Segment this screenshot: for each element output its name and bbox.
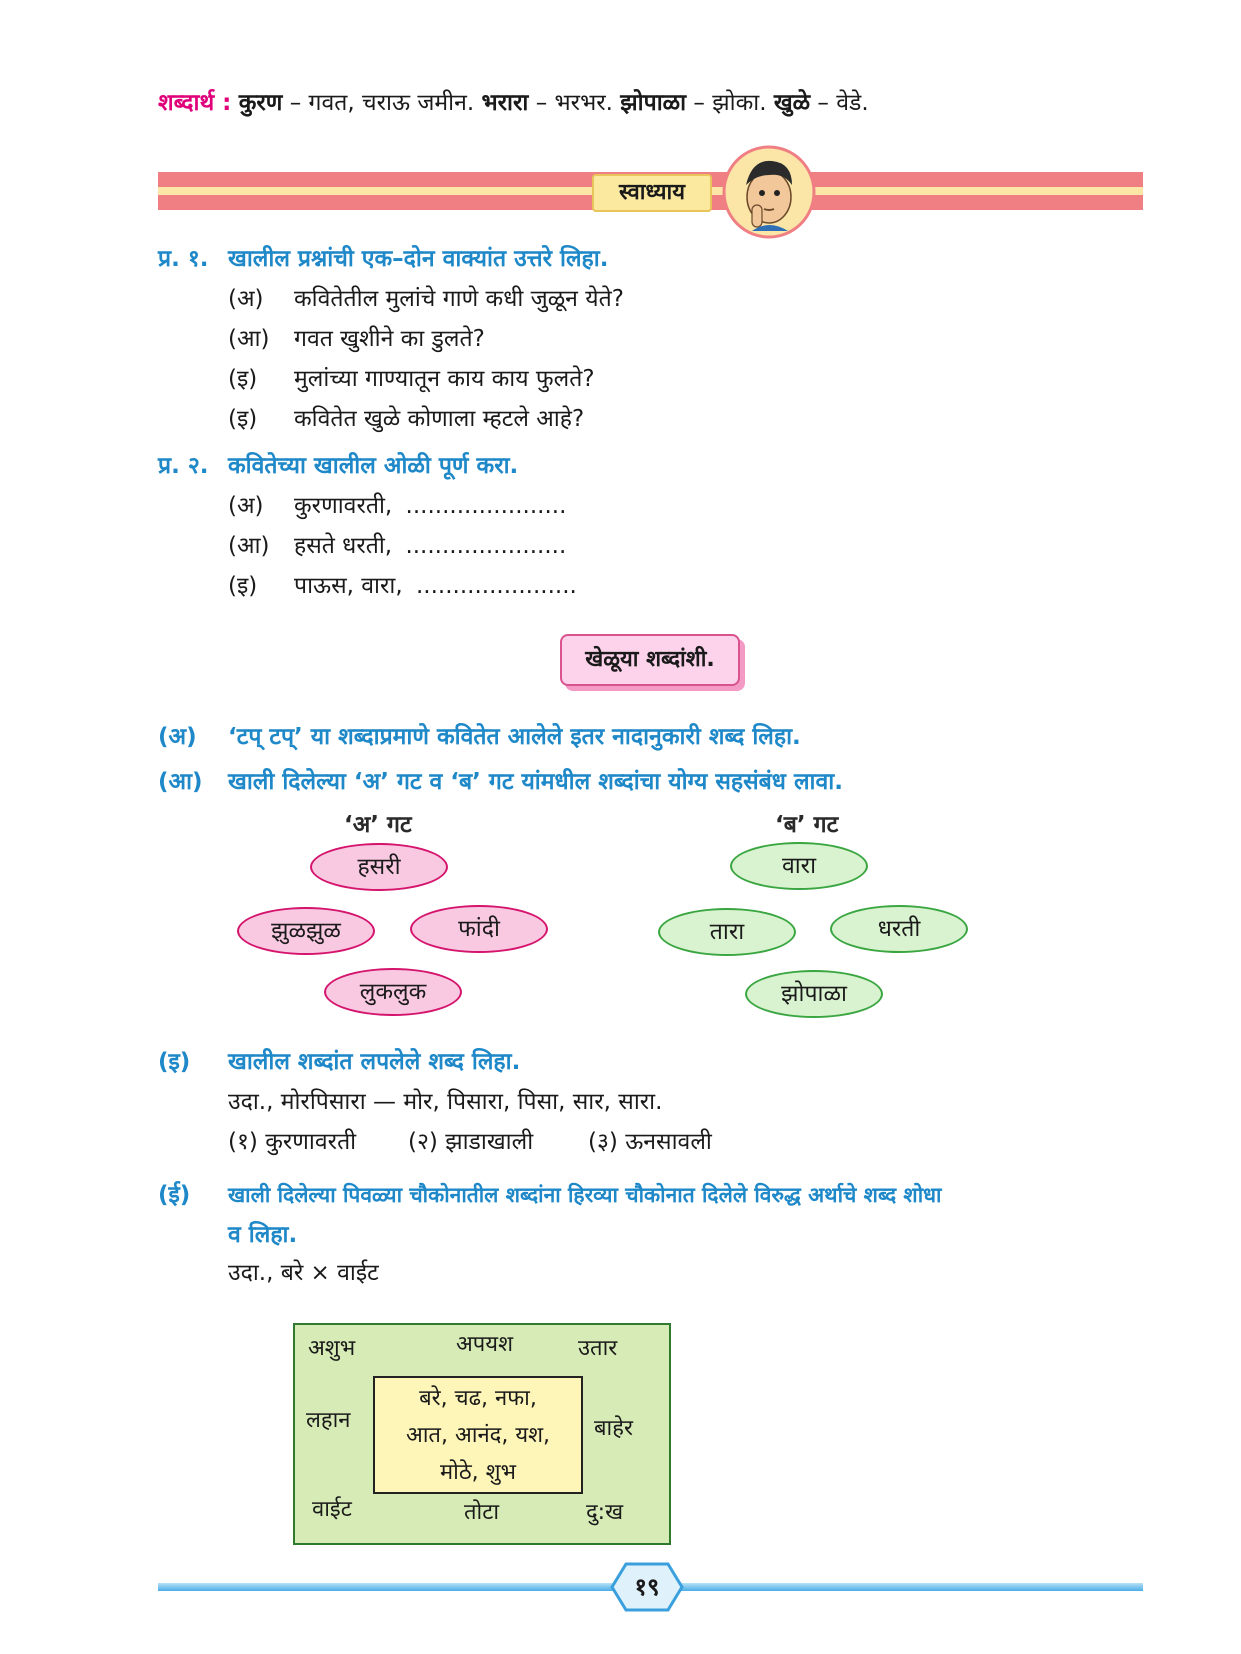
blank-dots: ...................... bbox=[405, 533, 567, 559]
line-text: हसते धरती, bbox=[294, 533, 393, 559]
hidden-word: (२) झाडाखाली bbox=[408, 1129, 534, 1155]
fill-line bbox=[294, 491, 566, 521]
exercise-mark: (आ) bbox=[158, 769, 203, 795]
line-text: कुरणावरती, bbox=[294, 493, 393, 519]
exercise-mark: (अ) bbox=[158, 724, 197, 750]
green-word: उतार bbox=[578, 1336, 618, 1361]
green-word: दु:ख bbox=[586, 1500, 624, 1525]
glossary-meaning: – भरभर. bbox=[528, 90, 621, 116]
group-a-word: लुकलुक bbox=[324, 968, 462, 1016]
example-text: उदा., बरे × वाईट bbox=[228, 1260, 379, 1286]
exercise-mark: (इ) bbox=[158, 1049, 191, 1075]
glossary-meaning: – झोका. bbox=[686, 90, 774, 116]
green-word: अपयश bbox=[456, 1332, 514, 1357]
glossary-word: कुरण bbox=[238, 90, 283, 116]
yellow-line: आत, आनंद, यश, bbox=[405, 1423, 551, 1448]
item-mark: (अ) bbox=[228, 286, 264, 312]
green-word: अशुभ bbox=[308, 1336, 356, 1361]
group-a-word: हसरी bbox=[310, 843, 448, 891]
item-mark: (आ) bbox=[228, 326, 270, 352]
group-a-label: ‘अ’ गट bbox=[344, 812, 412, 838]
yellow-line: मोठे, शुभ bbox=[439, 1460, 517, 1485]
question-item: गवत खुशीने का डुलते? bbox=[294, 326, 485, 352]
page-number: १९ bbox=[634, 1573, 660, 1601]
group-b-label: ‘ब’ गट bbox=[775, 812, 839, 838]
green-word: वाईट bbox=[312, 1497, 352, 1522]
exercise-mark: (ई) bbox=[158, 1182, 191, 1208]
wordplay-title: खेळूया शब्दांशी. bbox=[560, 634, 740, 686]
antonym-yellow-box bbox=[373, 1376, 583, 1494]
exercise-text: खाली दिलेल्या पिवळ्या चौकोनातील शब्दांना हिरव्या चौकोनात दिलेले विरुद्ध अर्थाचे शब्द शोधा bbox=[228, 1183, 942, 1207]
glossary-label: शब्दार्थ : bbox=[158, 90, 232, 116]
group-a-word: फांदी bbox=[410, 905, 548, 953]
yellow-line: बरे, चढ, नफा, bbox=[419, 1386, 537, 1411]
section-title: स्वाध्याय bbox=[592, 174, 712, 212]
blank-dots: ...................... bbox=[415, 573, 577, 599]
exercise-text: व लिहा. bbox=[228, 1222, 298, 1248]
item-mark: (इ) bbox=[228, 406, 258, 432]
line-text: पाऊस, वारा, bbox=[294, 573, 403, 599]
green-word: तोटा bbox=[464, 1500, 500, 1525]
group-b-word: झोपाळा bbox=[745, 970, 883, 1018]
glossary-word: झोपाळा bbox=[620, 90, 687, 116]
group-b-word: तारा bbox=[658, 908, 796, 956]
item-mark: (इ) bbox=[228, 573, 258, 599]
question-item: कवितेत खुळे कोणाला म्हटले आहे? bbox=[294, 406, 585, 432]
exercise-text: खालील शब्दांत लपलेले शब्द लिहा. bbox=[228, 1049, 521, 1075]
glossary-line bbox=[158, 88, 869, 118]
glossary-meaning: – वेडे. bbox=[810, 90, 869, 116]
hidden-word: (१) कुरणावरती bbox=[228, 1129, 357, 1155]
fill-line bbox=[294, 571, 577, 601]
fill-line bbox=[294, 531, 566, 561]
example-text: उदा., मोरपिसारा — मोर, पिसारा, पिसा, सार, सारा. bbox=[228, 1089, 663, 1115]
question-number: प्र. १. bbox=[158, 246, 209, 272]
item-mark: (इ) bbox=[228, 366, 258, 392]
green-word: बाहेर bbox=[594, 1416, 633, 1441]
glossary-word: खुळे bbox=[773, 90, 811, 116]
blank-dots: ...................... bbox=[405, 493, 567, 519]
group-b-word: वारा bbox=[730, 842, 868, 890]
question-item: कवितेतील मुलांचे गाणे कधी जुळून येते? bbox=[294, 286, 624, 312]
group-b-word: धरती bbox=[830, 905, 968, 953]
question-title: खालील प्रश्नांची एक–दोन वाक्यांत उत्तरे लिहा. bbox=[228, 246, 609, 272]
question-number: प्र. २. bbox=[158, 453, 209, 479]
exercise-text: खाली दिलेल्या ‘अ’ गट व ‘ब’ गट यांमधील शब्दांचा योग्य सहसंबंध लावा. bbox=[228, 769, 843, 795]
question-title: कवितेच्या खालील ओळी पूर्ण करा. bbox=[228, 453, 519, 479]
exercise-text: ‘टप् टप्’ या शब्दाप्रमाणे कवितेत आलेले इतर नादानुकारी शब्द लिहा. bbox=[228, 724, 801, 750]
green-word: लहान bbox=[306, 1408, 351, 1433]
item-mark: (अ) bbox=[228, 493, 264, 519]
hidden-word: (३) ऊनसावली bbox=[588, 1129, 712, 1155]
thinking-boy-icon bbox=[722, 145, 816, 239]
glossary-meaning: – गवत, चराऊ जमीन. bbox=[282, 90, 482, 116]
glossary-word: भरारा bbox=[481, 90, 529, 116]
group-a-word: झुळझुळ bbox=[237, 907, 375, 955]
item-mark: (आ) bbox=[228, 533, 270, 559]
question-item: मुलांच्या गाण्यातून काय काय फुलते? bbox=[294, 366, 595, 392]
